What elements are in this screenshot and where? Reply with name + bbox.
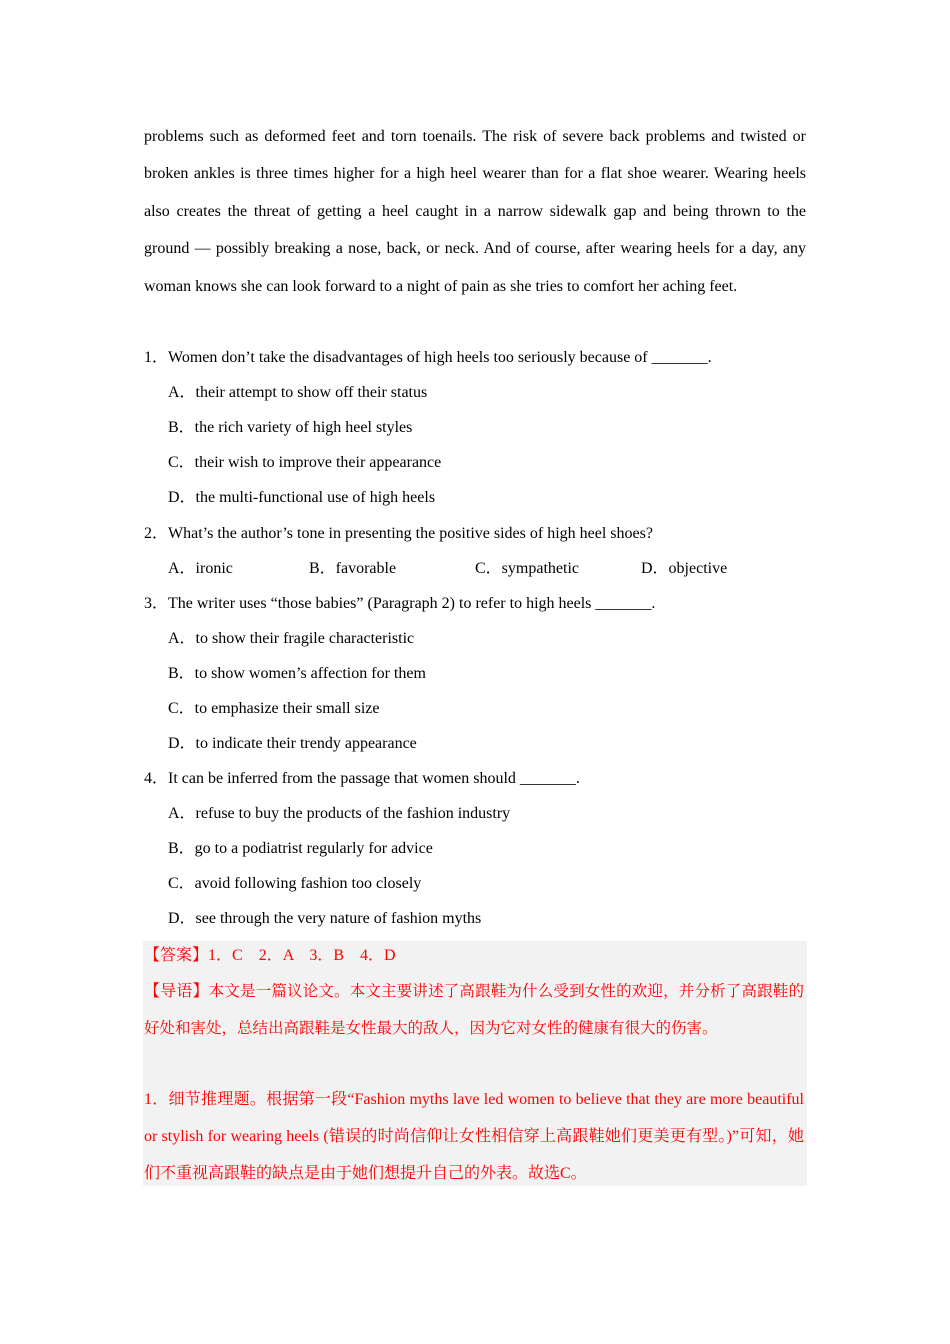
question-4-option-c: C．avoid following fashion too closely [168, 875, 422, 892]
answer-label: 【答案】 [144, 945, 209, 964]
question-1-stem: 1．Women don’t take the disadvantages of high heels too seriously because of _______. [144, 349, 712, 366]
question-2-option-b: B．favorable [309, 560, 397, 577]
question-1-option-a: A．their attempt to show off their status [168, 384, 428, 401]
question-3-option-a: A．to show their fragile characteristic [168, 630, 415, 647]
question-2-option-a: A．ironic [168, 560, 233, 577]
intro-paragraph [144, 972, 804, 1047]
passage-paragraph: problems such as deformed feet and torn toenails. The risk of severe back problems and twisted or broken ankles is three times higher for a high heel wearer than for a flat shoe wearer. Wearing heels also creates the threat of getting a heel caught in a narrow sidewalk gap and being thrown to the ground — possibly breaking a nose, back, or neck. And of course, after wearing heels for a day, any woman knows she can look forward to a night of pain as she tries to comfort her aching feet. [144, 128, 806, 295]
question-2-stem: 2．What’s the author’s tone in presenting the positive sides of high heel shoes? [144, 525, 653, 542]
question-4-stem: 4．It can be inferred from the passage that women should _______. [144, 770, 580, 787]
question-1-option-b: B．the rich variety of high heel styles [168, 419, 413, 436]
intro-text: 本文是一篇议论文。本文主要讲述了高跟鞋为什么受到女性的欢迎，并分析了高跟鞋的好处和害处，总结出高跟鞋是女性最大的敌人，因为它对女性的健康有很大的伤害。 [144, 982, 804, 1037]
question-3-option-d: D．to indicate their trendy appearance [168, 735, 417, 752]
question-2-options [168, 559, 768, 579]
question-4-option-b: B．go to a podiatrist regularly for advice [168, 840, 433, 857]
question-3-option-c: C．to emphasize their small size [168, 700, 380, 717]
intro-label: 【导语】 [144, 981, 209, 1000]
question-2-option-d: D．objective [641, 560, 728, 577]
question-1-option-d: D．the multi-functional use of high heels [168, 489, 436, 506]
explanation-1: 1．细节推理题。根据第一段“Fashion myths lave led women to believe that they are more beautiful or stylish for wearing heels (错误的时尚信仰让女性相信穿上高跟鞋她们更美更有型。)”可知，她们不重视高跟鞋的缺点是由于她们想提升自己的外表。故选C。 [144, 1091, 804, 1182]
question-4-option-a: A．refuse to buy the products of the fashion industry [168, 805, 511, 822]
question-4-option-d: D．see through the very nature of fashion myths [168, 910, 482, 927]
question-3-stem: 3．The writer uses “those babies” (Paragraph 2) to refer to high heels _______. [144, 595, 656, 612]
question-2-option-c: C．sympathetic [475, 560, 579, 577]
question-3-option-b: B．to show women’s affection for them [168, 665, 426, 682]
question-1-option-c: C．their wish to improve their appearance [168, 454, 442, 471]
answer-line [144, 945, 396, 966]
answer-key: 1．C 2．A 3．B 4．D [208, 947, 396, 964]
